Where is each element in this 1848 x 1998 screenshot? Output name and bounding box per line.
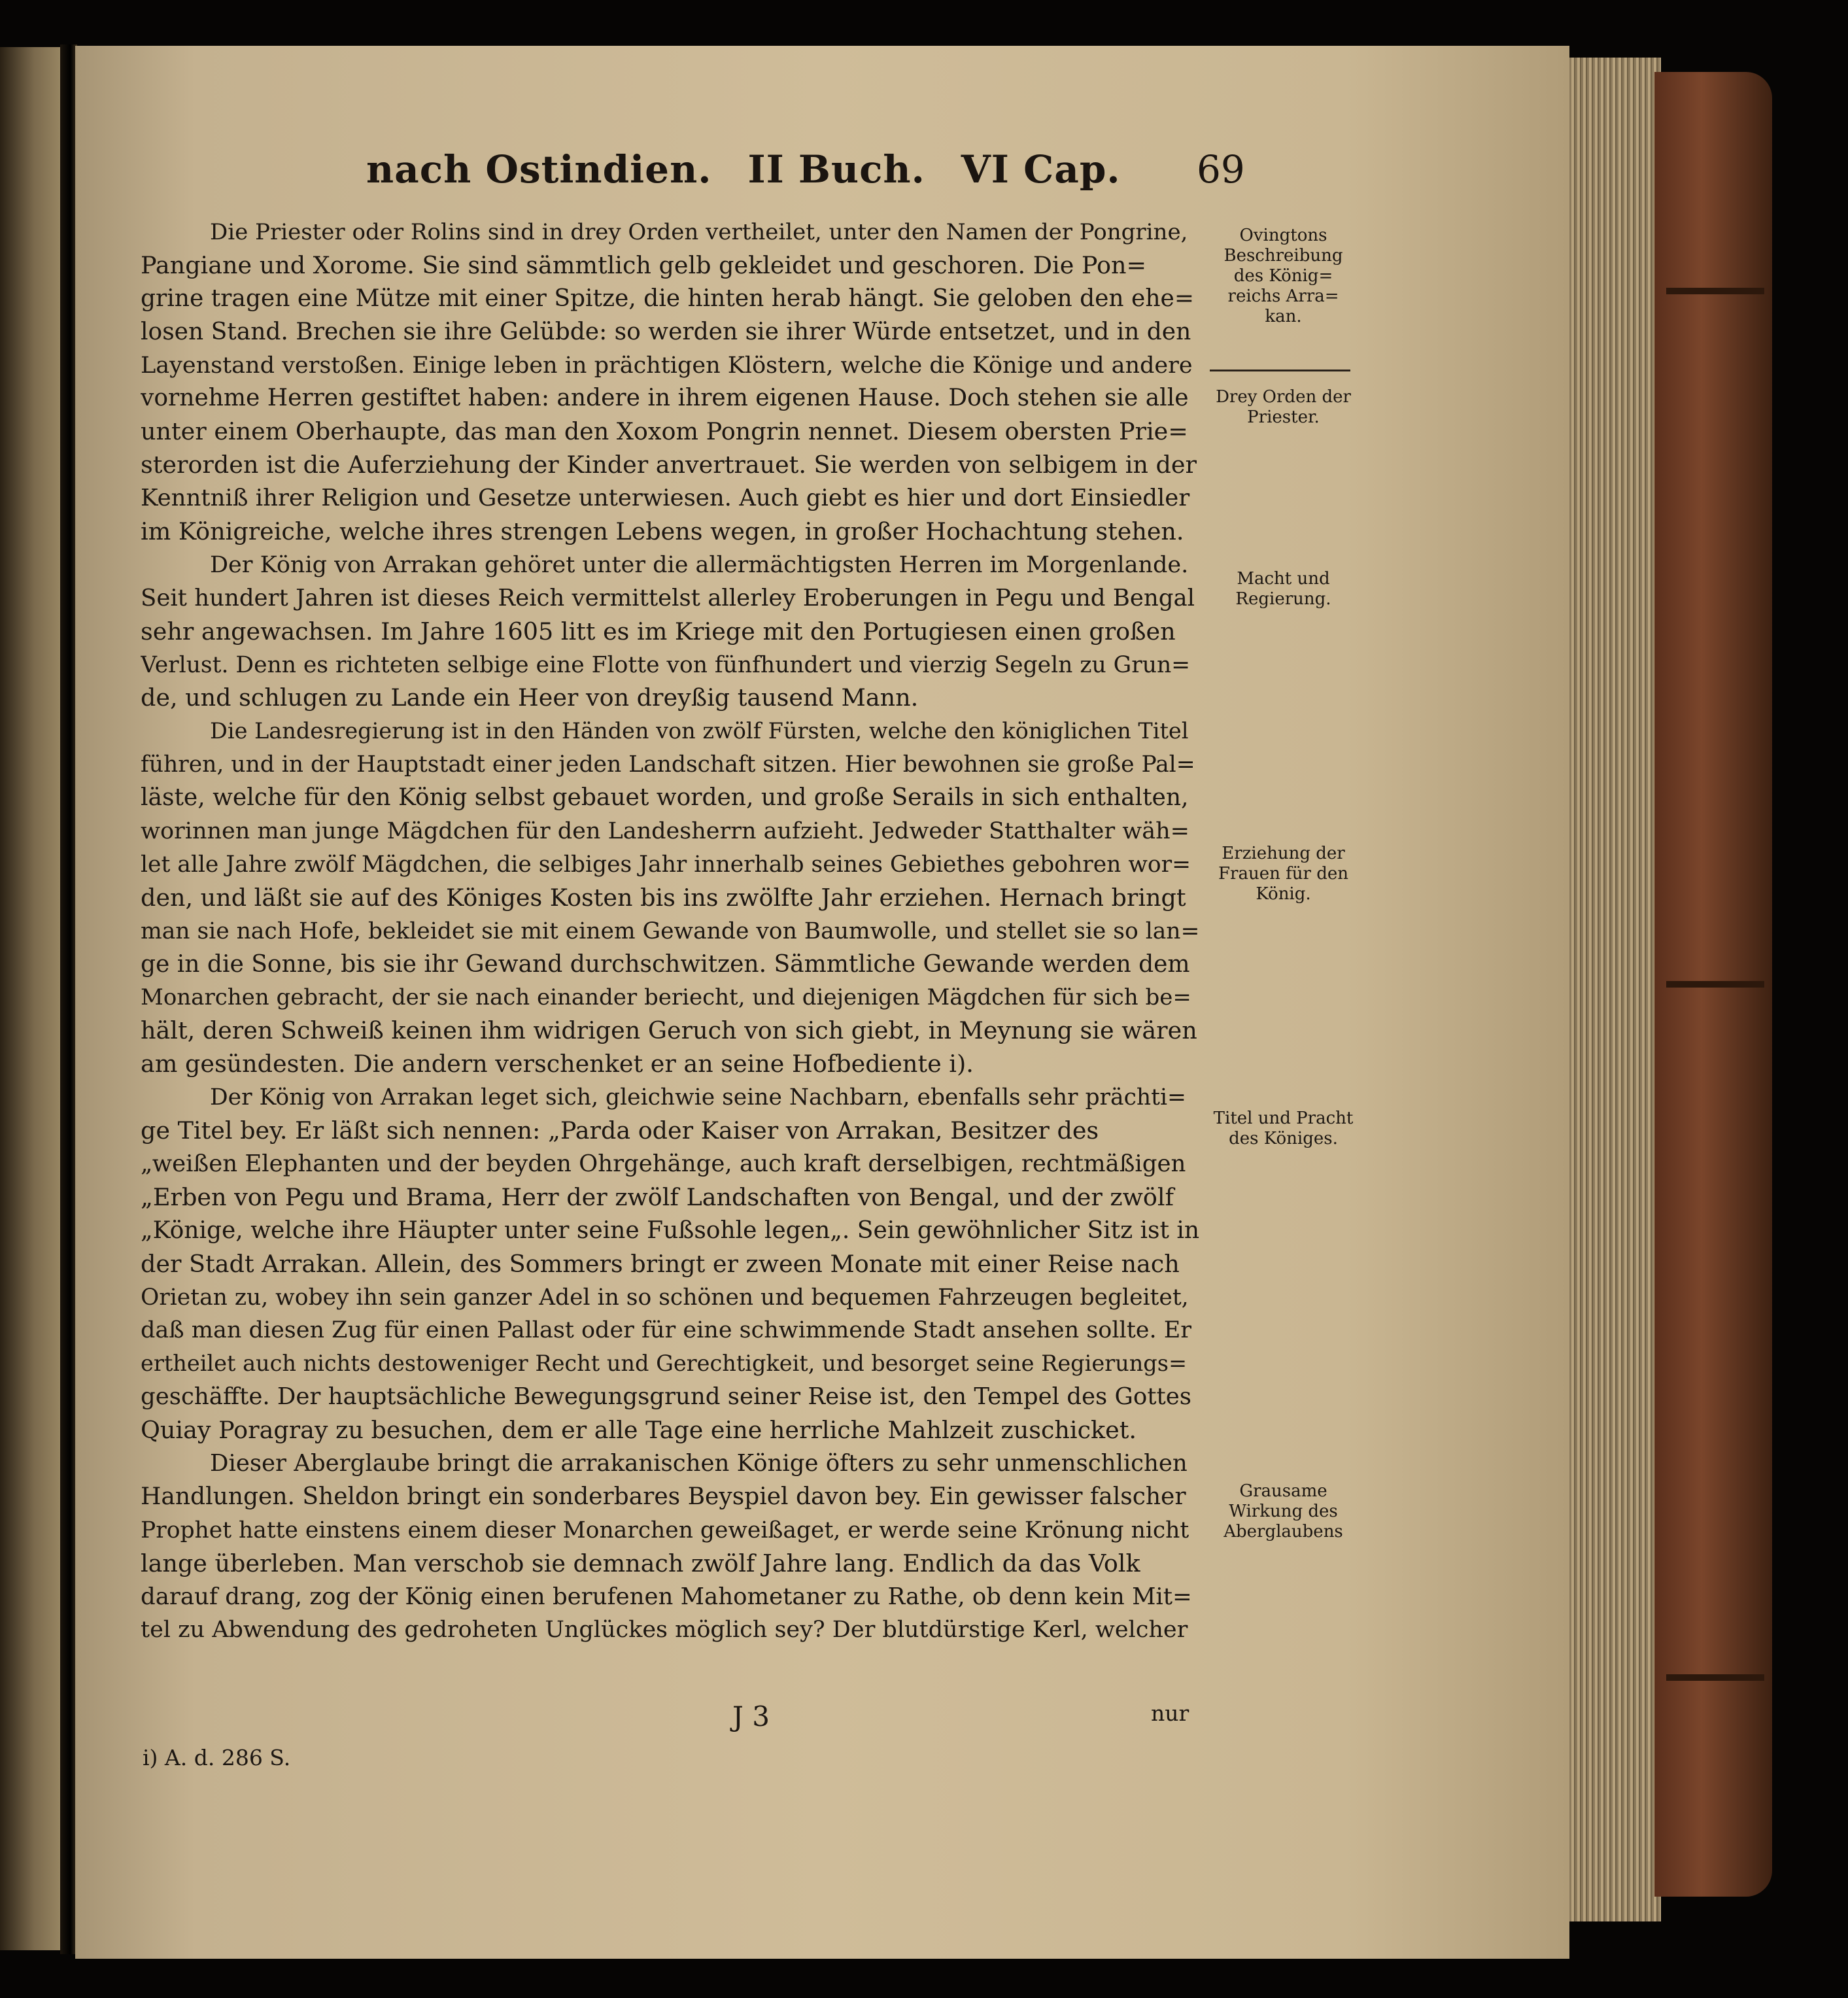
left-page-edge [0, 47, 63, 1950]
text-line: sehr angewachsen. Im Jahre 1605 litt es im Kriege mit den Portugiesen einen großen [141, 617, 1176, 646]
running-head-chapter: VI Cap. [961, 147, 1121, 192]
text-line: daß man diesen Zug für einen Pallast oder für eine schwimmende Stadt ansehen sollte. Er [141, 1317, 1192, 1344]
text-line: Die Priester oder Rolins sind in drey Orden vertheilet, unter den Namen der Pongrine, [210, 219, 1188, 245]
spine-band [1666, 288, 1764, 294]
text-line: den, und läßt sie auf des Königes Kosten bis ins zwölfte Jahr erziehen. Hernach bringt [141, 883, 1186, 912]
text-line: ge Titel bey. Er läßt sich nennen: „Parda oder Kaiser von Arrakan, Besitzer des [141, 1116, 1099, 1145]
margin-note-ovington: Ovingtons Beschreibung des König= reichs Arra= kan. [1223, 226, 1343, 326]
text-line: Der König von Arrakan leget sich, gleichwie seine Nachbarn, ebenfalls sehr prächti= [210, 1084, 1186, 1111]
text-line: darauf drang, zog der König einen berufenen Mahometaner zu Rathe, ob denn kein Mit= [141, 1583, 1192, 1610]
running-head [366, 147, 1203, 192]
text-line: Verlust. Denn es richteten selbige eine Flotte von fünfhundert und vierzig Segeln zu Grun= [141, 651, 1191, 678]
margin-note-power: Macht und Regierung. [1235, 569, 1331, 609]
text-line: ge in die Sonne, bis sie ihr Gewand durchschwitzen. Sämmtliche Gewande werden dem [141, 950, 1190, 978]
text-line: läste, welche für den König selbst gebauet worden, und große Serails in sich enthalten, [141, 784, 1189, 812]
running-head-book: II Buch. [747, 147, 925, 192]
body-text [141, 216, 1200, 1647]
text-line: Der König von Arrakan gehöret unter die allermächtigsten Herren im Morgenlande. [210, 551, 1189, 578]
text-line: de, und schlugen zu Lande ein Heer von dreyßig tausend Mann. [141, 683, 919, 712]
margin-rule [1210, 370, 1350, 371]
text-line: let alle Jahre zwölf Mägdchen, die selbiges Jahr innerhalb seines Gebiethes gebohren wor= [141, 851, 1191, 878]
text-line: führen, und in der Hauptstadt einer jeden Landschaft sitzen. Hier bewohnen sie große Pal= [141, 751, 1195, 778]
text-line: worinnen man junge Mägdchen für den Landesherrn aufzieht. Jedweder Statthalter wäh= [141, 818, 1189, 845]
margin-note-education: Erziehung der Frauen für den König. [1218, 844, 1348, 904]
running-head-title: nach Ostindien. [366, 147, 712, 192]
margin-note-superstition: Grausame Wirkung des Aberglaubens [1223, 1481, 1343, 1542]
text-line: lange überleben. Man verschob sie demnach zwölf Jahre lang. Endlich da das Volk [141, 1549, 1140, 1577]
text-line: Dieser Aberglaube bringt die arrakanischen Könige öfters zu sehr unmenschlichen [210, 1449, 1188, 1477]
text-line: „Erben von Pegu und Brama, Herr der zwölf Landschaften von Bengal, und der zwölf [141, 1182, 1174, 1211]
margin-note-priests: Drey Orden der Priester. [1216, 387, 1351, 427]
spine-band [1666, 1674, 1764, 1681]
margin-note-titles: Titel und Pracht des Königes. [1213, 1109, 1354, 1148]
text-line: ertheilet auch nichts destoweniger Recht und Gerechtigkeit, und besorget seine Regierungs= [141, 1351, 1188, 1377]
text-line: „Könige, welche ihre Häupter unter seine Fußsohle legen„. Sein gewöhnlicher Sitz ist in [141, 1216, 1200, 1244]
page-number: 69 [1197, 147, 1245, 192]
footnote: i) A. d. 286 S. [143, 1745, 291, 1770]
text-line: im Königreiche, welche ihres strengen Lebens wegen, in großer Hochachtung stehen. [141, 517, 1184, 546]
text-line: Die Landesregierung ist in den Händen von zwölf Fürsten, welche den königlichen Titel [210, 718, 1189, 744]
text-line: tel zu Abwendung des gedroheten Unglückes möglich sey? Der blutdürstige Kerl, welcher [141, 1617, 1188, 1644]
text-line: sterorden ist die Auferziehung der Kinder anvertrauet. Sie werden von selbigem in der [141, 451, 1197, 479]
text-line: unter einem Oberhaupte, das man den Xoxom Pongrin nennet. Diesem obersten Prie= [141, 417, 1188, 446]
text-line: geschäffte. Der hauptsächliche Bewegungsgrund seiner Reise ist, den Tempel des Gottes [141, 1383, 1192, 1411]
text-line: der Stadt Arrakan. Allein, des Sommers bringt er zween Monate mit einer Reise nach [141, 1249, 1180, 1278]
text-line: Orietan zu, wobey ihn sein ganzer Adel in so schönen und bequemen Fahrzeugen begleitet, [141, 1284, 1189, 1311]
text-line: Kenntniß ihrer Religion und Gesetze unterwiesen. Auch giebt es hier und dort Einsiedler [141, 485, 1190, 512]
text-line: grine tragen eine Mütze mit einer Spitze, die hinten herab hängt. Sie geloben den ehe= [141, 284, 1195, 312]
text-line: Layenstand verstoßen. Einige leben in prächtigen Klöstern, welche die Könige und andere [141, 352, 1193, 379]
text-line: Handlungen. Sheldon bringt ein sonderbares Beyspiel davon bey. Ein gewisser falscher [141, 1483, 1186, 1510]
page-edges [1569, 58, 1661, 1921]
signature-mark: J 3 [732, 1700, 770, 1732]
text-line: Quiay Poragray zu besuchen, dem er alle Tage eine herrliche Mahlzeit zuschicket. [141, 1416, 1137, 1445]
text-line: Pangiane und Xorome. Sie sind sämmtlich gelb gekleidet und geschoren. Die Pon= [141, 250, 1147, 279]
text-line: vornehme Herren gestiftet haben: andere in ihrem eigenen Hause. Doch stehen sie alle [141, 385, 1189, 412]
text-line: man sie nach Hofe, bekleidet sie mit einem Gewande von Baumwolle, und stellet sie so lan= [141, 918, 1200, 944]
text-line: losen Stand. Brechen sie ihre Gelübde: so werden sie ihrer Würde entsetzet, und in den [141, 318, 1191, 345]
catchword: nur [1151, 1700, 1189, 1726]
text-line: am gesündesten. Die andern verschenket er an seine Hofbediente i). [141, 1050, 974, 1078]
text-line: hält, deren Schweiß keinen ihm widrigen Geruch von sich giebt, in Meynung sie wären [141, 1016, 1197, 1045]
text-line: Seit hundert Jahren ist dieses Reich vermittelst allerley Eroberungen in Pegu und Bengal [141, 584, 1195, 611]
text-line: „weißen Elephanten und der beyden Ohrgehänge, auch kraft derselbigen, rechtmäßigen [141, 1150, 1186, 1177]
text-line: Prophet hatte einstens einem dieser Monarchen geweißaget, er werde seine Krönung nicht [141, 1517, 1189, 1543]
spine-band [1666, 981, 1764, 988]
text-line: Monarchen gebracht, der sie nach einander beriecht, und diejenigen Mägdchen für sich be= [141, 984, 1191, 1011]
